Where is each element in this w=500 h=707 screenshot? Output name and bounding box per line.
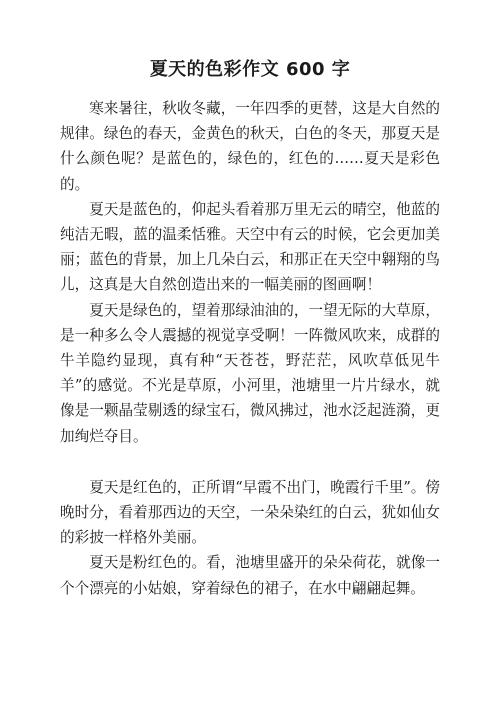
document-title: 夏天的色彩作文 600 字: [149, 59, 351, 80]
paragraph-blue: 夏天是蓝色的，仰起头看着那万里无云的晴空，他蓝的纯洁无暇，蓝的温柔恬雅。天空中有云的时候，它会更加美丽；蓝色的背景，加上几朵白云，和那正在天空中翱翔的鸟儿，这真是大自然创造出来的一幅美丽的图画啊！: [60, 200, 440, 294]
paragraph-intro: 寒来暑往，秋收冬藏，一年四季的更替，这是大自然的规律。绿色的春天，金黄色的秋天，白色的冬天，那夏天是什么颜色呢？是蓝色的，绿色的，红色的……夏天是彩色的。: [60, 100, 440, 193]
paragraph-green: 夏天是绿色的，望着那绿油油的，一望无际的大草原，是一种多么令人震撼的视觉享受啊！一阵微风吹来，成群的牛羊隐约显现，真有种“天苍苍，野茫茫，风吹草低见牛羊”的感觉。不光是草原，小河里，池塘里一片片绿水，就像是一颗晶莹剔透的绿宝石，微风拂过，池水泛起涟漪，更加绚烂夺目。: [60, 301, 440, 445]
paragraph-spacer: [60, 449, 440, 475]
paragraph-red: 夏天是红色的，正所谓“早霞不出门，晚霞行千里”。傍晚时分，看着那西边的天空，一朵朵染红的白云，犹如仙女的彩披一样格外美丽。: [60, 478, 440, 547]
paragraph-pink: 夏天是粉红色的。看，池塘里盛开的朵朵荷花，就像一个个漂亮的小姑娘，穿着绿色的裙子，在水中翩翩起舞。: [60, 554, 440, 597]
